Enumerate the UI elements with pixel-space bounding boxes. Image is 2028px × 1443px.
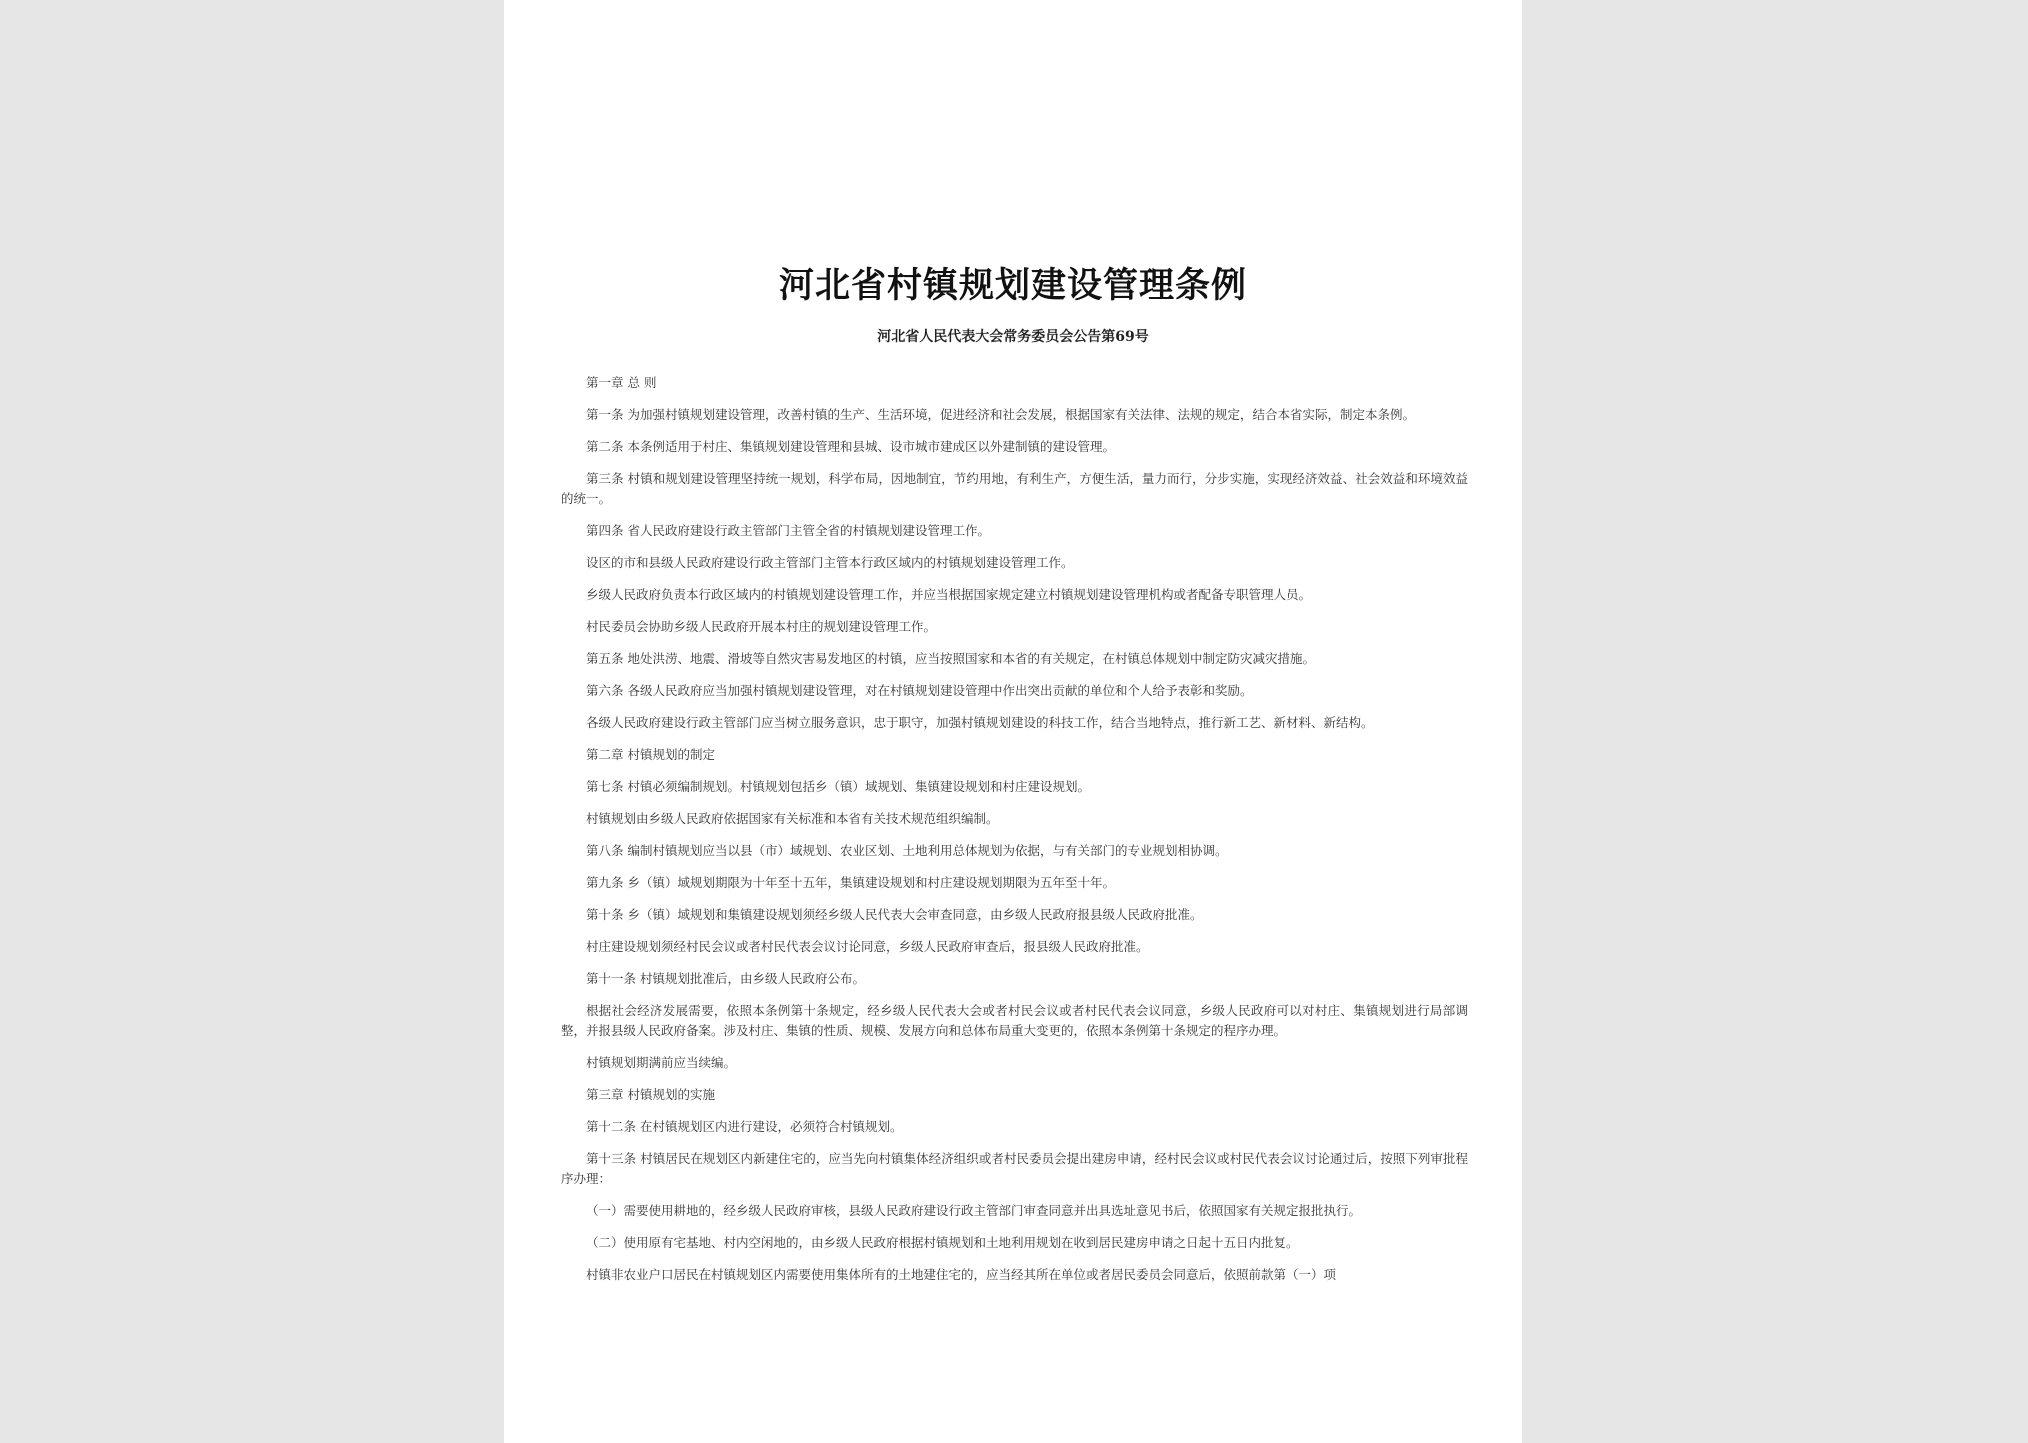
- paragraph: 根据社会经济发展需要，依照本条例第十条规定，经乡级人民代表大会或者村民会议或者村民代表会议同意，乡级人民政府可以对村庄、集镇规划进行局部调整，并报县级人民政府备案。涉及村庄、集镇的性质、规模、发展方向和总体布局重大变更的，依照本条例第十条规定的程序办理。: [561, 1003, 1468, 1038]
- paragraph: 村镇非农业户口居民在村镇规划区内需要使用集体所有的土地建住宅的，应当经其所在单位或者居民委员会同意后，依照前款第（一）项: [586, 1267, 1337, 1282]
- paragraph: 第一章 总 则: [586, 375, 657, 390]
- paragraph: 第十三条 村镇居民在规划区内新建住宅的，应当先向村镇集体经济组织或者村民委员会提出建房申请，经村民会议或村民代表会议讨论通过后，按照下列审批程序办理：: [561, 1151, 1468, 1186]
- paragraph: 第一条 为加强村镇规划建设管理，改善村镇的生产、生活环境，促进经济和社会发展，根据国家有关法律、法规的规定，结合本省实际，制定本条例。: [586, 407, 1415, 422]
- paragraph: 第二条 本条例适用于村庄、集镇规划建设管理和县城、设市城市建成区以外建制镇的建设管理。: [586, 439, 1115, 454]
- paragraph: 第二章 村镇规划的制定: [586, 747, 715, 762]
- paragraph: （二）使用原有宅基地、村内空闲地的，由乡级人民政府根据村镇规划和土地利用规划在收到居民建房申请之日起十五日内批复。: [586, 1235, 1299, 1250]
- paragraph: 村庄建设规划须经村民会议或者村民代表会议讨论同意，乡级人民政府审查后，报县级人民政府批准。: [586, 939, 1149, 954]
- paragraph: 设区的市和县级人民政府建设行政主管部门主管本行政区域内的村镇规划建设管理工作。: [586, 555, 1074, 570]
- paragraph: 村镇规划期满前应当续编。: [586, 1055, 737, 1070]
- paragraph: 各级人民政府建设行政主管部门应当树立服务意识，忠于职守，加强村镇规划建设的科技工作，结合当地特点，推行新工艺、新材料、新结构。: [586, 715, 1374, 730]
- paragraph: 第十条 乡（镇）域规划和集镇建设规划须经乡级人民代表大会审查同意，由乡级人民政府报县级人民政府批准。: [586, 907, 1203, 922]
- paragraph: 村镇规划由乡级人民政府依据国家有关标准和本省有关技术规范组织编制。: [586, 811, 999, 826]
- paragraph: 乡级人民政府负责本行政区域内的村镇规划建设管理工作，并应当根据国家规定建立村镇规划建设管理机构或者配备专职管理人员。: [586, 587, 1312, 602]
- document-title: 河北省村镇规划建设管理条例: [778, 265, 1247, 306]
- paragraph: 第四条 省人民政府建设行政主管部门主管全省的村镇规划建设管理工作。: [586, 523, 990, 538]
- paragraph: 第七条 村镇必须编制规划。村镇规划包括乡（镇）域规划、集镇建设规划和村庄建设规划。: [586, 779, 1090, 794]
- paragraph: 第十一条 村镇规划批准后，由乡级人民政府公布。: [586, 971, 865, 986]
- paragraph: （一）需要使用耕地的，经乡级人民政府审核，县级人民政府建设行政主管部门审查同意并出具选址意见书后，依照国家有关规定报批执行。: [586, 1203, 1362, 1218]
- paragraph: 第三章 村镇规划的实施: [586, 1087, 715, 1102]
- paragraph: 第六条 各级人民政府应当加强村镇规划建设管理，对在村镇规划建设管理中作出突出贡献的单位和个人给予表彰和奖励。: [586, 683, 1253, 698]
- document-subtitle: 河北省人民代表大会常务委员会公告第69号: [877, 329, 1149, 345]
- paragraph: 第八条 编制村镇规划应当以县（市）域规划、农业区划、土地利用总体规划为依据，与有关部门的专业规划相协调。: [586, 843, 1228, 858]
- paragraph: 第三条 村镇和规划建设管理坚持统一规划，科学布局，因地制宜，节约用地，有利生产，方便生活，量力而行，分步实施，实现经济效益、社会效益和环境效益的统一。: [561, 471, 1468, 506]
- paragraph: 村民委员会协助乡级人民政府开展本村庄的规划建设管理工作。: [586, 619, 937, 634]
- paragraph: 第十二条 在村镇规划区内进行建设，必须符合村镇规划。: [586, 1119, 903, 1134]
- paragraph: 第九条 乡（镇）域规划期限为十年至十五年，集镇建设规划和村庄建设规划期限为五年至十年。: [586, 875, 1115, 890]
- paragraph: 第五条 地处洪涝、地震、滑坡等自然灾害易发地区的村镇，应当按照国家和本省的有关规定，在村镇总体规划中制定防灾减灾措施。: [586, 651, 1315, 666]
- document-page: [504, 0, 1522, 1443]
- document-body: [561, 373, 1468, 1285]
